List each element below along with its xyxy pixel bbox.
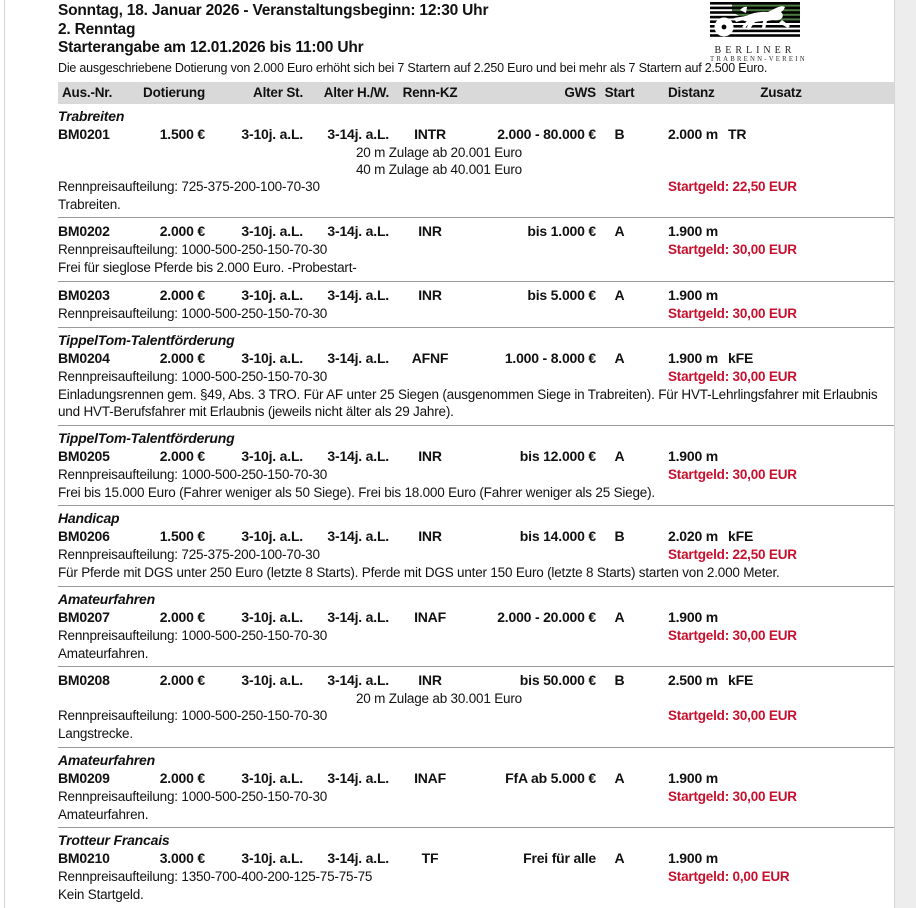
race-number: BM0205 [58, 447, 110, 464]
rennpreisaufteilung: Rennpreisaufteilung: 1000-500-250-150-70-30 [58, 305, 328, 321]
prize-split-line [58, 241, 894, 259]
prize-split-line [58, 178, 894, 196]
race-distanz: 1.900 m [668, 223, 718, 239]
race-renn-kz: TF [421, 850, 439, 866]
race-alter-st: 3-10j. a.L. [241, 223, 303, 239]
race-block [58, 281, 894, 327]
race-dotierung: 2.000 € [159, 769, 205, 786]
event-date-title: Sonntag, 18. Januar 2026 - Veranstaltungsbeginn: 12:30 Uhr [58, 2, 489, 19]
race-gws: bis 1.000 € [527, 223, 596, 239]
race-row [58, 769, 894, 788]
race-number: BM0204 [58, 349, 110, 366]
race-description-line: Amateurfahren. [58, 806, 149, 822]
race-zusatz: kFE [728, 672, 754, 688]
col-alter-st: Alter St. [253, 85, 303, 100]
race-distanz: 1.900 m [668, 850, 718, 866]
race-zulage-line: 20 m Zulage ab 20.001 Euro [356, 144, 522, 160]
race-day-label: 2. Renntag [58, 20, 136, 38]
race-zusatz [726, 608, 836, 627]
race-renn-kz: INR [418, 286, 442, 303]
race-gws: 1.000 - 8.000 € [504, 349, 596, 366]
program-page [4, 0, 895, 908]
race-dotierung: 1.500 € [159, 125, 205, 142]
col-alter-hw: Alter H./W. [323, 85, 389, 100]
race-alter-hw: 3-14j. a.L. [327, 286, 389, 303]
race-gws: 2.000 - 20.000 € [497, 608, 596, 625]
race-zusatz [726, 849, 836, 868]
race-block [58, 827, 894, 908]
race-alter-hw: 3-14j. a.L. [327, 223, 389, 239]
startgeld-amount: Startgeld: 30,00 EUR [668, 242, 797, 257]
startgeld-amount: Startgeld: 22,50 EUR [668, 547, 797, 562]
race-zusatz [726, 286, 836, 305]
race-description-line: Frei für sieglose Pferde bis 2.000 Euro. -Probestart- [58, 260, 357, 275]
race-block [58, 747, 894, 828]
col-distanz: Distanz [668, 85, 715, 100]
race-number: BM0206 [58, 528, 110, 544]
race-block [58, 505, 894, 586]
race-number: BM0201 [58, 125, 110, 142]
race-alter-st: 3-10j. a.L. [241, 286, 303, 303]
race-alter-st: 3-10j. a.L. [241, 608, 303, 625]
startgeld-amount: Startgeld: 22,50 EUR [668, 178, 797, 194]
race-renn-kz: INAF [414, 608, 446, 625]
startgeld-amount: Startgeld: 30,00 EUR [668, 305, 797, 321]
race-alter-hw: 3-14j. a.L. [327, 769, 389, 786]
race-row [58, 286, 894, 305]
race-alter-hw: 3-14j. a.L. [327, 447, 389, 464]
race-row [58, 671, 894, 690]
race-dotierung: 3.000 € [159, 850, 205, 866]
race-alter-st: 3-10j. a.L. [241, 125, 303, 142]
berliner-trabrenn-verein-logo [710, 2, 807, 63]
race-distanz: 2.000 m [668, 125, 718, 142]
startgeld-amount: Startgeld: 30,00 EUR [668, 466, 797, 482]
race-renn-kz: INR [418, 447, 442, 464]
race-zusatz [726, 769, 836, 788]
document-header [58, 2, 895, 76]
race-start-type: A [614, 769, 625, 786]
race-row [58, 349, 894, 368]
race-start-type: A [614, 608, 625, 625]
race-row [58, 222, 894, 241]
race-renn-kz: INAF [414, 769, 446, 786]
race-number: BM0208 [58, 672, 110, 688]
race-category-title: Trotteur Francais [58, 832, 170, 848]
race-block [58, 666, 894, 747]
startgeld-amount: Startgeld: 30,00 EUR [668, 788, 797, 804]
race-zulage-line: 20 m Zulage ab 30.001 Euro [356, 691, 522, 706]
race-zusatz: kFE [728, 528, 754, 544]
race-gws: bis 5.000 € [527, 286, 596, 303]
race-alter-st: 3-10j. a.L. [241, 528, 303, 544]
race-dotierung: 2.000 € [159, 672, 205, 688]
race-number: BM0209 [58, 769, 110, 786]
race-category-title: Trabreiten [58, 107, 125, 124]
race-gws: bis 14.000 € [519, 528, 596, 544]
race-alter-st: 3-10j. a.L. [241, 850, 303, 866]
trotting-horse-logo-icon [710, 25, 800, 42]
race-start-type: A [614, 349, 625, 366]
prize-split-line [58, 868, 894, 886]
race-dotierung: 1.500 € [159, 528, 205, 544]
race-category-title: TippelTom-Talentförderung [58, 429, 235, 446]
startgeld-amount: Startgeld: 30,00 EUR [668, 368, 797, 384]
race-spacer [643, 527, 668, 546]
race-distanz: 1.900 m [668, 349, 718, 366]
rennpreisaufteilung: Rennpreisaufteilung: 1350-700-400-200-125-75-75-75 [58, 869, 373, 884]
race-alter-hw: 3-14j. a.L. [327, 349, 389, 366]
race-spacer [643, 769, 668, 788]
race-alter-st: 3-10j. a.L. [241, 769, 303, 786]
startgeld-amount: Startgeld: 30,00 EUR [668, 627, 797, 643]
race-list [58, 104, 894, 908]
race-number: BM0203 [58, 286, 110, 303]
race-number: BM0210 [58, 850, 110, 866]
rennpreisaufteilung: Rennpreisaufteilung: 725-375-200-100-70-30 [58, 178, 320, 194]
logo-text-trabrenn-verein: TRABRENN-VEREIN [710, 56, 807, 63]
race-row [58, 527, 894, 546]
race-distanz: 1.900 m [668, 769, 718, 786]
race-spacer [643, 125, 668, 144]
race-row [58, 447, 894, 466]
race-start-type: A [614, 850, 625, 866]
race-alter-st: 3-10j. a.L. [241, 447, 303, 464]
race-block [58, 104, 894, 218]
race-description-line: Für Pferde mit DGS unter 250 Euro (letzte 8 Starts). Pferde mit DGS unter 150 Euro (letzte 8 Starts) starten von 2.000 Meter. [58, 565, 780, 580]
table-column-header [58, 82, 894, 104]
startgeld-amount: Startgeld: 30,00 EUR [668, 708, 797, 723]
race-start-type: A [614, 223, 625, 239]
col-gws: GWS [564, 85, 596, 100]
race-category-title: Handicap [58, 510, 120, 526]
race-alter-st: 3-10j. a.L. [241, 349, 303, 366]
race-row [58, 608, 894, 627]
race-distanz: 2.500 m [668, 672, 718, 688]
race-spacer [643, 849, 668, 868]
prize-split-line [58, 788, 894, 806]
race-description-line: Einladungsrennen gem. §49, Abs. 3 TRO. Für AF unter 25 Siegen (ausgenommen Siege in Trabreiten). Für HVT-Lehrlingsfahrer mit Erlaubnis und HVT-Berufsfahrer mit Erlaubnis (jeweils nicht älter als 29 Jahre). [58, 386, 878, 419]
prize-split-line [58, 707, 894, 725]
race-block [58, 327, 894, 425]
race-category-title: TippelTom-Talentförderung [58, 331, 235, 348]
prize-split-line [58, 627, 894, 645]
race-zusatz [726, 447, 836, 466]
race-alter-hw: 3-14j. a.L. [327, 672, 389, 688]
page-gutter [895, 0, 916, 908]
race-alter-hw: 3-14j. a.L. [327, 608, 389, 625]
race-gws: 2.000 - 80.000 € [497, 125, 596, 142]
race-block [58, 425, 894, 506]
starter-deadline-label: Starterangabe am 12.01.2026 bis 11:00 Uhr [58, 39, 364, 56]
race-row [58, 125, 894, 144]
race-dotierung: 2.000 € [159, 608, 205, 625]
race-renn-kz: INR [418, 672, 442, 688]
race-start-type: B [614, 672, 625, 688]
race-dotierung: 2.000 € [159, 349, 205, 366]
race-spacer [643, 222, 668, 241]
race-renn-kz: INTR [414, 125, 446, 142]
race-start-type: B [614, 125, 625, 142]
col-dotierung: Dotierung [143, 85, 205, 100]
startgeld-amount: Startgeld: 0,00 EUR [668, 869, 790, 884]
race-gws: FfA ab 5.000 € [505, 769, 596, 786]
col-zusatz: Zusatz [760, 85, 802, 100]
prize-split-line [58, 546, 894, 564]
race-spacer [643, 608, 668, 627]
race-dotierung: 2.000 € [159, 286, 205, 303]
race-start-type: A [614, 286, 625, 303]
race-start-type: B [614, 528, 625, 544]
race-zusatz [726, 222, 836, 241]
rennpreisaufteilung: Rennpreisaufteilung: 1000-500-250-150-70-30 [58, 368, 328, 384]
race-zusatz: kFE [728, 349, 754, 366]
race-block [58, 586, 894, 667]
rennpreisaufteilung: Rennpreisaufteilung: 1000-500-250-150-70-30 [58, 466, 328, 482]
race-number: BM0207 [58, 608, 110, 625]
rennpreisaufteilung: Rennpreisaufteilung: 1000-500-250-150-70-30 [58, 627, 328, 643]
col-renn-kz: Renn-KZ [402, 85, 458, 100]
race-spacer [643, 671, 668, 690]
race-category-title: Amateurfahren [58, 751, 155, 768]
rennpreisaufteilung: Rennpreisaufteilung: 1000-500-250-150-70-30 [58, 708, 328, 723]
race-description-line: Kein Startgeld. [58, 887, 144, 902]
dotierung-note: Die ausgeschriebene Dotierung von 2.000 Euro erhöht sich bei 7 Startern auf 2.250 Euro und bei mehr als 7 Startern auf 2.500 Euro. [58, 60, 768, 75]
race-distanz: 2.020 m [668, 528, 718, 544]
race-gws: Frei für alle [523, 850, 596, 866]
race-category-title: Amateurfahren [58, 590, 155, 607]
race-description-line: Frei bis 15.000 Euro (Fahrer weniger als 50 Siege). Frei bis 18.000 Euro (Fahrer weniger als 25 Siege). [58, 484, 655, 500]
race-distanz: 1.900 m [668, 286, 718, 303]
col-aus-nr: Aus.-Nr. [62, 85, 113, 100]
race-zusatz: TR [728, 125, 747, 142]
race-number: BM0202 [58, 223, 110, 239]
rennpreisaufteilung: Rennpreisaufteilung: 725-375-200-100-70-30 [58, 547, 320, 562]
race-dotierung: 2.000 € [159, 223, 205, 239]
race-renn-kz: INR [418, 528, 442, 544]
race-alter-hw: 3-14j. a.L. [327, 528, 389, 544]
race-alter-hw: 3-14j. a.L. [327, 850, 389, 866]
race-alter-hw: 3-14j. a.L. [327, 125, 389, 142]
prize-split-line [58, 368, 894, 386]
rennpreisaufteilung: Rennpreisaufteilung: 1000-500-250-150-70-30 [58, 242, 328, 257]
race-distanz: 1.900 m [668, 608, 718, 625]
col-start: Start [604, 85, 635, 100]
race-description-line: Trabreiten. [58, 196, 121, 212]
race-description-line: Amateurfahren. [58, 645, 149, 661]
race-start-type: A [614, 447, 625, 464]
race-dotierung: 2.000 € [159, 447, 205, 464]
race-alter-st: 3-10j. a.L. [241, 672, 303, 688]
prize-split-line [58, 466, 894, 484]
logo-text-berliner: BERLINER [714, 45, 796, 56]
prize-split-line [58, 305, 894, 323]
race-renn-kz: AFNF [411, 349, 449, 366]
race-spacer [643, 349, 668, 368]
rennpreisaufteilung: Rennpreisaufteilung: 1000-500-250-150-70-30 [58, 788, 328, 804]
race-zulage-line: 40 m Zulage ab 40.001 Euro [356, 161, 522, 177]
race-gws: bis 12.000 € [519, 447, 596, 464]
race-block [58, 217, 894, 281]
race-renn-kz: INR [418, 223, 442, 239]
race-distanz: 1.900 m [668, 447, 718, 464]
race-gws: bis 50.000 € [519, 672, 596, 688]
race-spacer [643, 447, 668, 466]
race-row [58, 849, 894, 868]
race-spacer [643, 286, 668, 305]
race-description-line: Langstrecke. [58, 726, 133, 741]
